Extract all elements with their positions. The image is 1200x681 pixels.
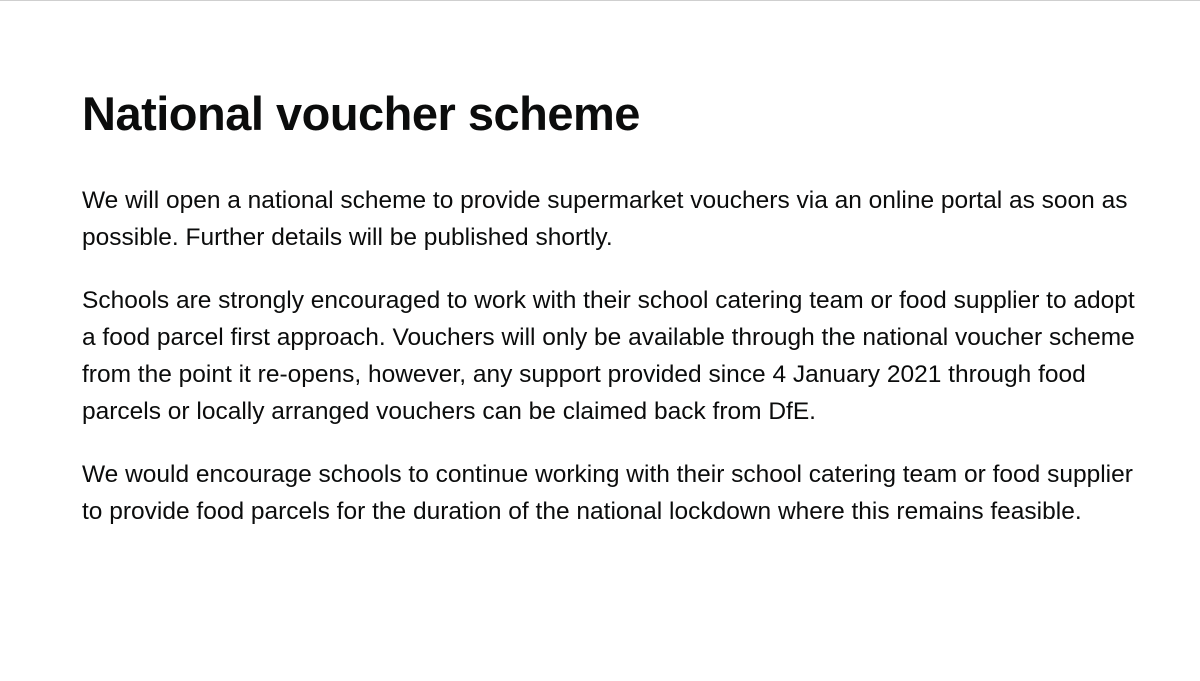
article-content — [82, 84, 1152, 556]
paragraph-continue-working: We would encourage schools to continue working with their school catering team or food supplier to provide food parcels for the duration of the national lockdown where this remains feasible. — [82, 461, 1133, 525]
paragraph-national-scheme: We will open a national scheme to provide supermarket vouchers via an online portal as soon as possible. Further details will be published shortly. — [82, 187, 1128, 251]
paragraph-food-parcel-first: Schools are strongly encouraged to work with their school catering team or food supplier to adopt a food parcel first approach. Vouchers will only be available through the national voucher scheme from the point it re-opens, however, any support provided since 4 January 2021 through food parcels or locally arranged vouchers can be claimed back from DfE. — [82, 287, 1135, 425]
top-divider — [0, 0, 1200, 1]
page-title: National voucher scheme — [82, 87, 640, 140]
